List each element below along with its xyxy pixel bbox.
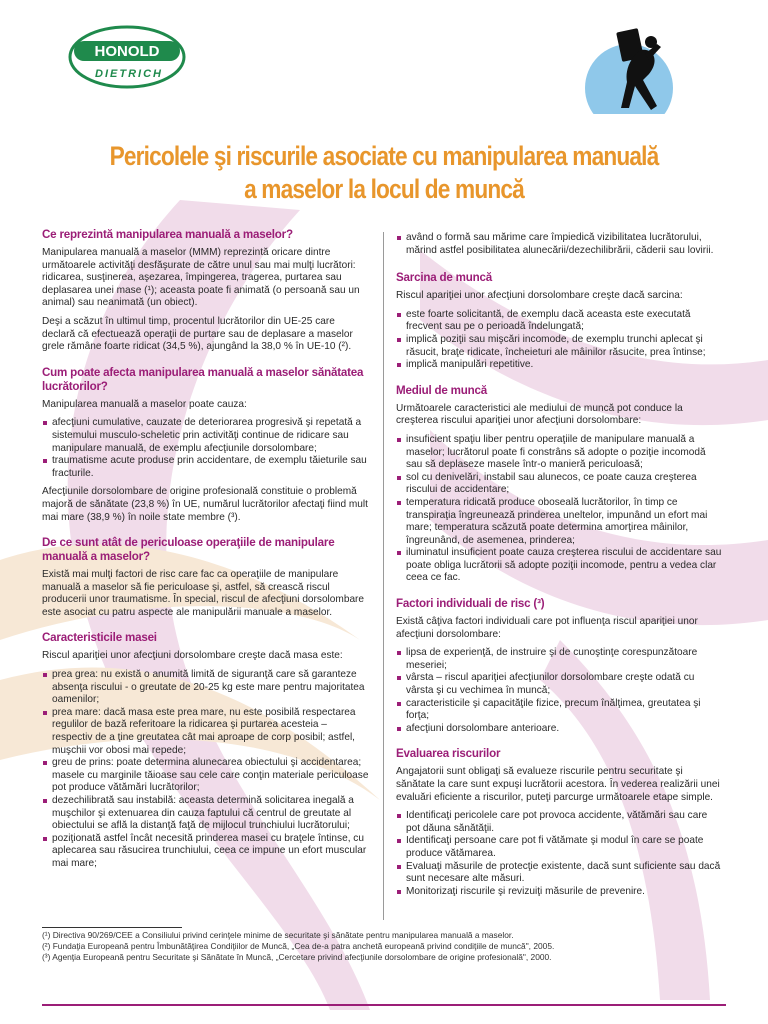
page-title [78, 140, 690, 206]
worker-carrying-box-icon [583, 24, 695, 124]
section-risk-assessment [396, 747, 724, 898]
paragraph: Afecţiunile dorsolombare de origine profesională constituie o problemă majoră de sănătate (23,8 %) în UE, numărul lucrătorilor afectaţi fiind mult mai mare (38,9 %) în noile state membre (³). [42, 486, 368, 523]
section-individual-factors [396, 597, 724, 735]
paragraph: Angajatorii sunt obligaţi să evalueze riscurile pentru securitate şi sănătate la care sunt expuşi lucrătorii acestora. În vederea realizării unei evaluări eficiente a riscurilor, puteţi parcurge următoarele etape simple. [396, 766, 720, 803]
section-what-is-mmm [42, 228, 370, 354]
right-column [396, 232, 724, 910]
list-item: dezechilibrată sau instabilă: aceasta determină solicitarea inegală a muşchilor şi extenuarea din cauza faptului că centrul de greutate al obiectului se află la distanţă faţă de mijlocul trunchiului lucrătorului; [42, 795, 370, 833]
list-item: poziţionată astfel încât necesită prinderea masei cu braţele întinse, cu aplecarea sau răsucirea trunchiului, ceea ce impune un efort muscular mai mare; [42, 833, 370, 871]
list-item: sol cu denivelări, instabil sau alunecos, ce poate cauza creşterea riscului de accidentare; [396, 472, 724, 497]
list-item: prea mare: dacă masa este prea mare, nu este posibilă respectarea regulilor de bază referitoare la ridicarea şi purtarea acesteia – respectiv de a ţine greutatea cât mai aproape de corp posibil; astfel, muşchii vor obosi mai repede; [42, 707, 370, 757]
paragraph: Deşi a scăzut în ultimul timp, procentul lucrătorilor din UE-25 care declară că efectuează operaţii de purtare sau de deplasare a maselor grele rămâne foarte ridicat (34,5 %), ajungând la 38,0 % în UE-10 (²). [42, 315, 353, 353]
footnote: (²) Fundaţia Europeană pentru Îmbunătăţirea Condiţiilor de Muncă, „Cea de-a patra anchetă europeană privind condiţiile de muncă", 2005. [42, 941, 555, 951]
title-line1: Pericolele şi riscurile asociate cu manipularea manuală [109, 141, 659, 171]
section-heading: Caracteristicile masei [42, 631, 157, 645]
bullet-list [396, 647, 724, 735]
list-item: prea grea: nu există o anumită limită de siguranţă care să garanteze absenţa riscului - o greutate de 20-25 kg este mare pentru majoritatea oamenilor; [42, 669, 370, 707]
paragraph: Riscul apariţiei unor afecţiuni dorsolombare creşte dacă sarcina: [396, 290, 683, 302]
section-heading: Factori individuali de risc (³) [396, 597, 545, 611]
bullet-list [396, 232, 724, 257]
section-health-effects [42, 366, 370, 524]
list-item: este foarte solicitantă, de exemplu dacă aceasta este executată frecvent sau pe o perioadă îndelungată; [396, 309, 724, 334]
list-item: afecţiuni cumulative, cauzate de deteriorarea progresivă şi repetată a sistemului musculo-scheletic prin activităţi continue de ridicare sau manipulare manuală, de exemplu afecţiunile dorsolombare; [42, 417, 370, 455]
section-heading: Ce reprezintă manipularea manuală a maselor? [42, 228, 293, 241]
column-divider [383, 232, 384, 920]
bullet-list [42, 417, 370, 480]
left-column [42, 228, 370, 883]
list-item: insuficient spaţiu liber pentru operaţiile de manipulare manuală a maselor; lucrătorul poate fi constrâns să adopte o poziţie incomodă sau să deplaseze masele într-o manieră periculoasă; [396, 434, 724, 472]
list-item: vârsta – riscul apariţiei afecţiunilor dorsolombare creşte odată cu vârsta şi cu vechimea în muncă; [396, 672, 724, 697]
paragraph: Există câţiva factori individuali care pot influenţa riscul apariţiei unor afecţiuni dorsolombare: [396, 616, 698, 640]
title-line2: a maselor la locul de muncă [244, 174, 524, 204]
logo-line2: DIETRICH [95, 68, 163, 80]
list-item: temperatura ridicată produce oboseală lucrătorilor, în timp ce transpiraţia îngreunează prinderea uneltelor, impunând un efort mai mare; temperatura scăzută poate determina amorţirea mâinilor, îngreunând, de asemenea, prinderea; [396, 497, 724, 547]
honold-dietrich-logo [68, 25, 186, 89]
section-why-dangerous [42, 536, 370, 619]
section-load-characteristics [42, 631, 370, 870]
list-item: caracteristicile şi capacităţile fizice, precum înălţimea, greutatea şi forţa; [396, 698, 724, 723]
footnote: (¹) Directiva 90/269/CEE a Consiliului privind cerinţele minime de securitate şi sănătate pentru manipularea manuală a maselor. [42, 930, 514, 940]
bullet-list [42, 669, 370, 871]
section-heading: Cum poate afecta manipularea manuală a maselor sănătatea lucrătorilor? [42, 365, 364, 393]
paragraph: Riscul apariţiei unor afecţiuni dorsolombare creşte dacă masa este: [42, 650, 343, 662]
section-workload [396, 271, 724, 372]
list-item: Monitorizaţi riscurile şi revizuiţi măsurile de prevenire. [396, 886, 724, 899]
list-item: lipsa de experienţă, de instruire şi de cunoştinţe corespunzătoare meseriei; [396, 647, 724, 672]
footnote: (³) Agenţia Europeană pentru Securitate şi Sănătate în Muncă, „Cercetare privind afecţiunile dorsolombare de origine profesională", 2000. [42, 952, 552, 962]
bullet-list [396, 309, 724, 372]
footnotes [42, 930, 722, 963]
section-work-environment [396, 384, 724, 585]
logo-line1: HONOLD [94, 43, 160, 60]
paragraph: Manipularea manuală a maselor (MMM) reprezintă oricare dintre următoarele activităţi desfăşurate de către unul sau mai mulţi lucrători: ridicarea, susţinerea, aşezarea, împingerea, tragerea, purtarea sau deplasarea unei mase (¹); aceasta poate fi animată (o persoană sau un animal) sau neanimată (un obiect). [42, 247, 360, 309]
section-heading: Mediul de muncă [396, 383, 488, 397]
paragraph: Următoarele caracteristici ale mediului de muncă pot conduce la creşterea riscului apariţiei unor afecţiuni dorsolombare: [396, 402, 683, 427]
list-item: afecţiuni dorsolombare anterioare. [396, 723, 724, 736]
section-heading: De ce sunt atât de periculoase operaţiile de manipulare manuală a maselor? [42, 536, 335, 564]
footnote-rule [42, 927, 182, 928]
list-item: implică manipulări repetitive. [396, 359, 724, 372]
list-item: având o formă sau mărime care împiedică vizibilitatea lucrătorului, mărind astfel posibilitatea alunecării/dezechilibrării, căderii sau lovirii. [396, 232, 724, 257]
bottom-rule [42, 1004, 726, 1006]
bullet-list [396, 810, 724, 898]
paragraph: Există mai mulţi factori de risc care fac ca operaţiile de manipulare manuală a maselor să fie periculoase şi, astfel, să crească riscul producerii unor traumatisme. În special, riscul de afecţiuni dorsolombare este asociat cu patru aspecte ale manipulării manuale a maselor. [42, 569, 365, 618]
section-heading: Evaluarea riscurilor [396, 747, 501, 761]
list-item: Identificaţi pericolele care pot provoca accidente, vătămări sau care pot dăuna sănătăţii. [396, 810, 724, 835]
paragraph: Manipularea manuală a maselor poate cauza: [42, 398, 247, 410]
list-item: implică poziţii sau mişcări incomode, de exemplu trunchi aplecat şi răsucit, braţe ridicate, încheieturi ale mâinilor răsucite, prea întinse; [396, 334, 724, 359]
list-item: Evaluaţi măsurile de protecţie existente, dacă sunt suficiente sau dacă sunt necesare alte măsuri. [396, 861, 724, 886]
section-heading: Sarcina de muncă [396, 271, 493, 285]
bullet-list [396, 434, 724, 585]
list-item: iluminatul insuficient poate cauza creşterea riscului de accidentare sau poate obliga lucrătorii să adopte poziţii incomode, pentru a vedea clar ceea ce fac. [396, 547, 724, 585]
list-item: Identificaţi persoane care pot fi vătămate şi modul în care se poate produce vătămarea. [396, 835, 724, 860]
list-item: traumatisme acute produse prin accidentare, de exemplu tăieturile sau fracturile. [42, 455, 370, 480]
list-item: greu de prins: poate determina alunecarea obiectului şi accidentarea; masele cu marginile tăioase sau cele care conţin materiale periculoase pot produce vătămări lucrătorilor; [42, 757, 370, 795]
